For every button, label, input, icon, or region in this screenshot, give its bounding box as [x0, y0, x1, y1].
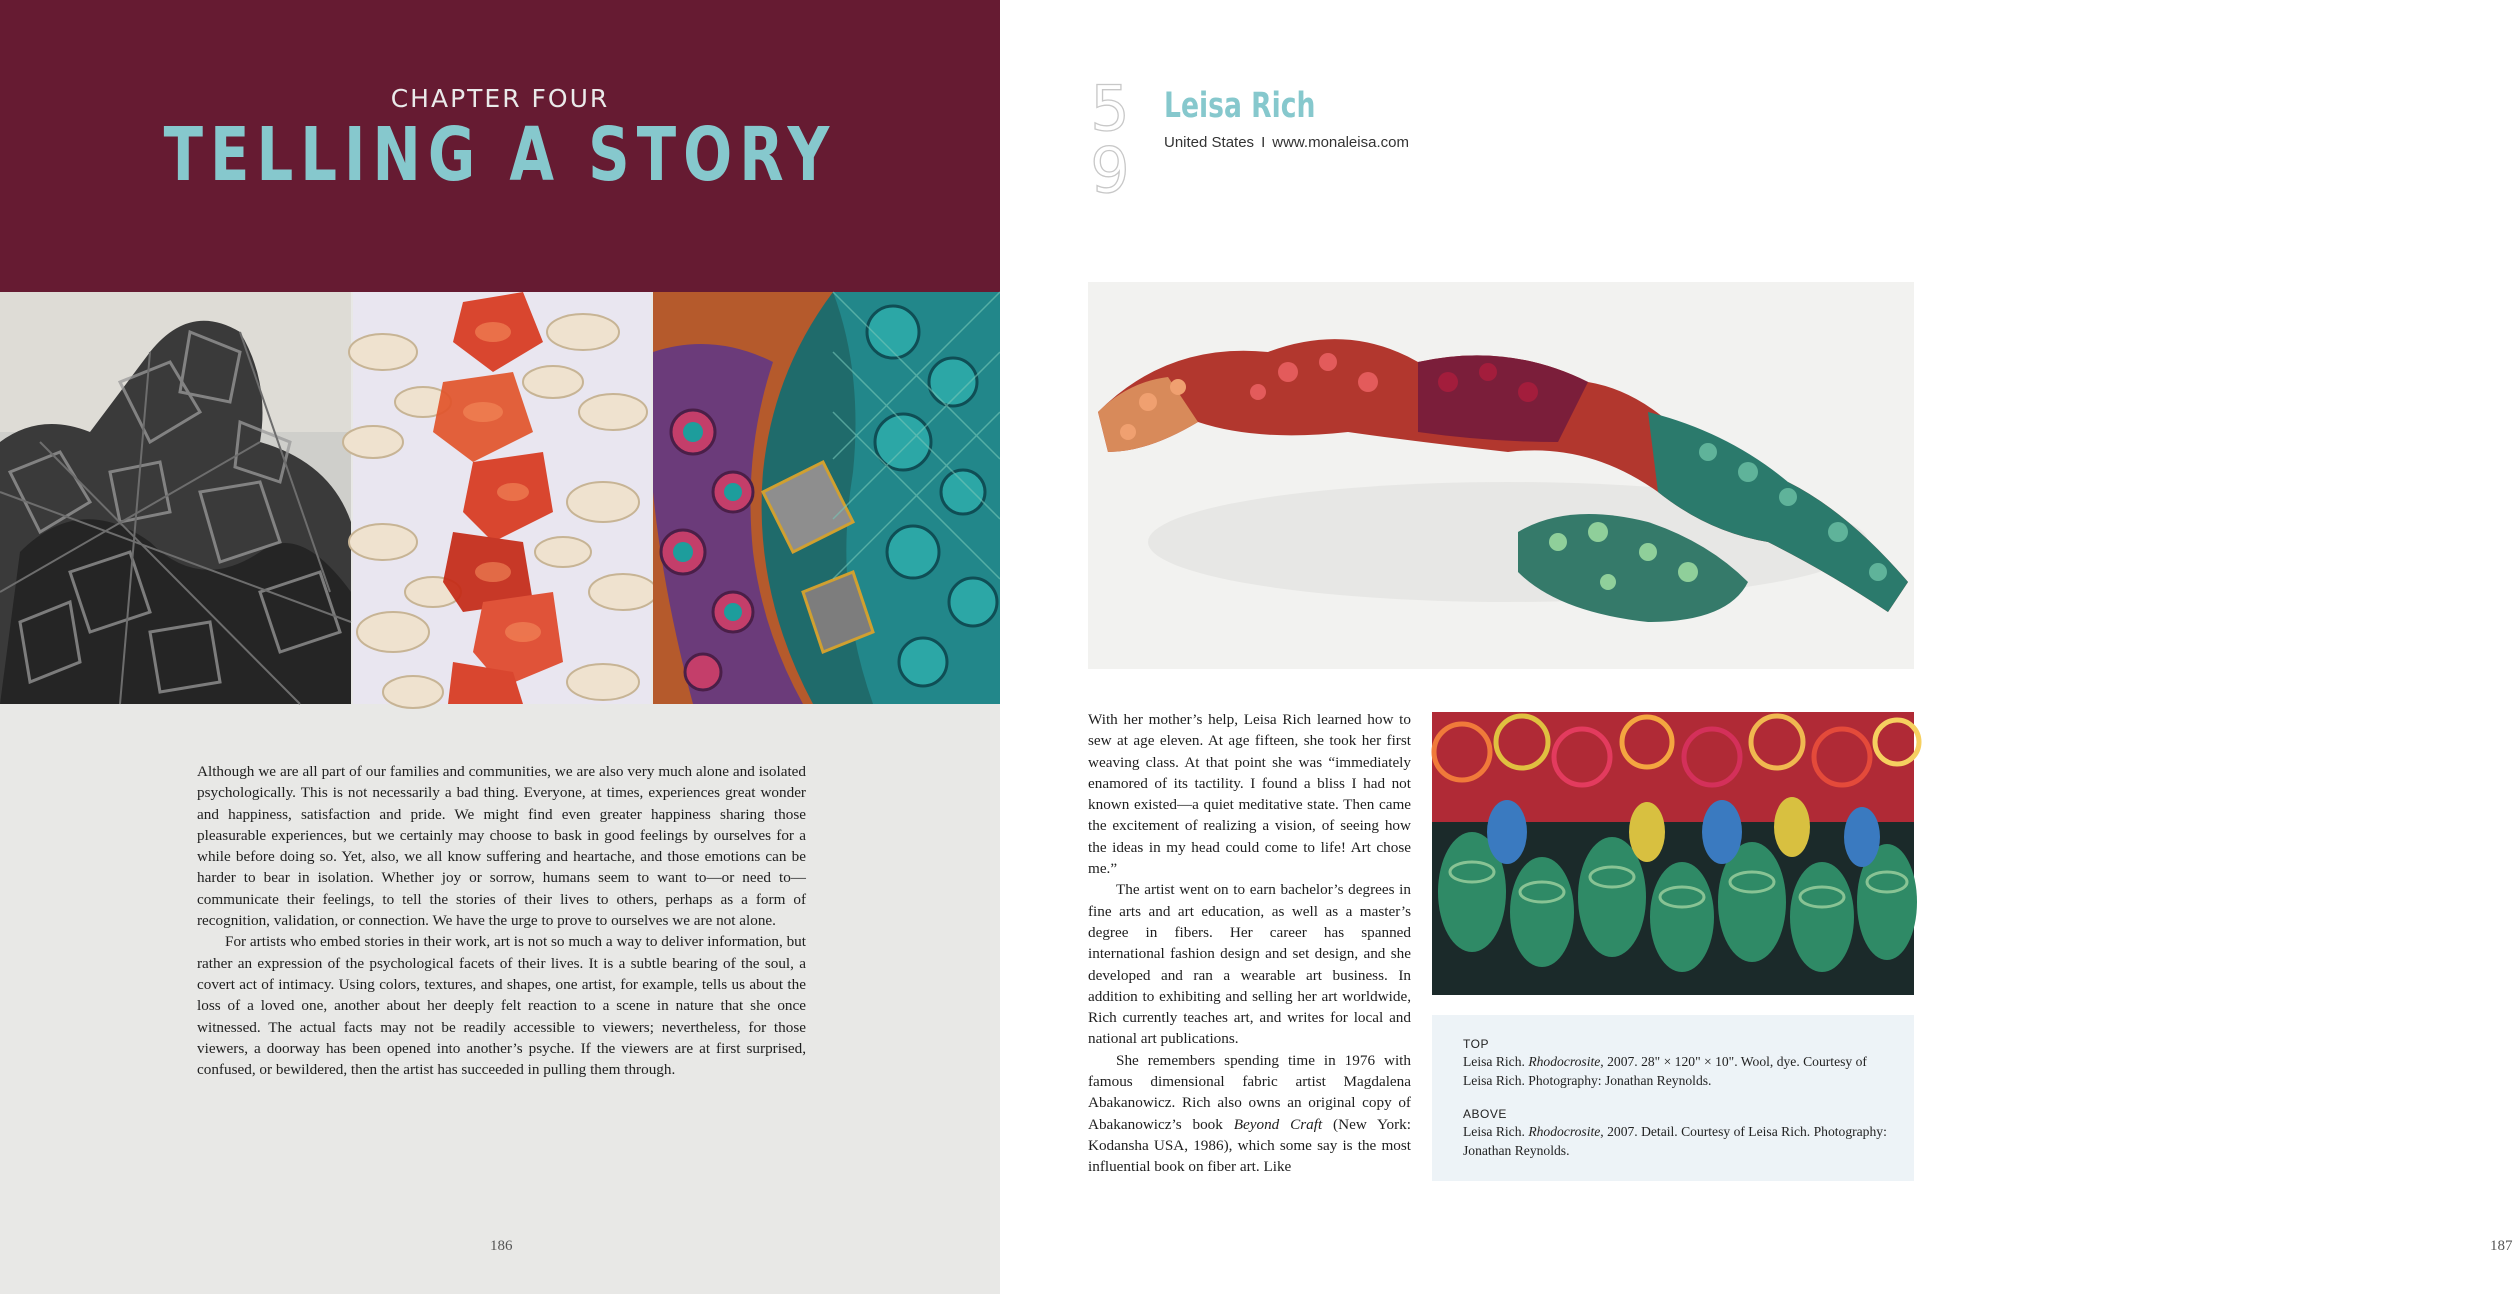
artist-number: 59	[1090, 72, 1130, 207]
bio-paragraph-1: With her mother’s help, Leisa Rich learned how to sew at age eleven. At age fifteen, she took her first weaving class. At that point she was “immediately enamored of its tactility. I found a bliss I had not known existed—a quiet meditative state. Then came the excitement of realizing a vision, of seeing how the ideas in my head could come to life! Art chose me.”	[1088, 711, 1411, 878]
page-number-left: 186	[490, 1238, 513, 1254]
caption-above-work: Rhodocrosite	[1528, 1124, 1601, 1139]
caption-top	[1463, 1037, 1890, 1090]
caption-above-artist: Leisa Rich.	[1463, 1124, 1529, 1139]
embroidered-textile-photo	[653, 292, 1000, 704]
caption-box	[1432, 1015, 1914, 1181]
bio-paragraph-3-end: (New York: Kodansha USA, 1986), which some say is the most influential book on fiber art. Like	[1088, 1115, 1411, 1176]
caption-above-details: , 2007. Detail. Courtesy of Leisa Rich. Photography: Jonathan Reynolds.	[1463, 1124, 1887, 1158]
chapter-intro-text	[197, 761, 806, 1080]
artist-name: Leisa Rich	[1164, 86, 1316, 126]
caption-above-heading: ABOVE	[1463, 1107, 1507, 1121]
caption-top-heading: TOP	[1463, 1037, 1489, 1051]
caption-above-text	[1463, 1123, 1890, 1160]
page-number-right: 187	[2490, 1238, 2513, 1254]
left-page	[0, 0, 1000, 1294]
artist-meta	[1164, 134, 1409, 151]
rhodocrosite-detail-photo	[1432, 712, 1914, 995]
rhodocrosite-full-photo	[1088, 282, 1914, 669]
meta-separator: I	[1261, 134, 1266, 151]
caption-top-text	[1463, 1053, 1890, 1090]
caption-top-details: , 2007. 28" × 120" × 10". Wool, dye. Courtesy of Leisa Rich. Photography: Jonathan Reynolds.	[1463, 1054, 1867, 1088]
bio-paragraph-2: The artist went on to earn bachelor’s degrees in fine arts and art education, as well as a master’s degree in fibers. Her career has spanned international fashion design and set design, and she developed and ran a wearable art business. In addition to exhibiting and selling her art worldwide, Rich currently teaches art, and writes for local and national art publications.	[1088, 881, 1411, 1048]
metal-lattice-sculpture-photo	[0, 292, 351, 704]
artist-country: United States	[1164, 134, 1255, 151]
artist-website[interactable]: www.monaleisa.com	[1272, 134, 1409, 151]
intro-paragraph-1: Although we are all part of our families and communities, we are also very much alone and isolated psychologically. This is not necessarily a bad thing. Everyone, at times, experiences great wonder and happiness, satisfaction and pride. We might find even greater happiness sharing those pleasurable experiences, but we certainly may choose to bask in good feelings by ourselves for a while before doing so. Yet, also, we all know suffering and heartache, and those emotions can be harder to bear in isolation. Whether joy or sorrow, humans seem to want to—or need to—communicate their feelings, to tell the stories of their lives to others, perhaps as a form of recognition, validation, or connection. We have the urge to prove to ourselves we are not alone.	[197, 763, 806, 930]
bio-paragraph-3-start: She remembers spending time in 1976 with famous dimensional fabric artist Magdalena Abakanowicz. Rich also owns an original copy of Abakanowicz’s book	[1088, 1051, 1411, 1133]
artist-bio-text	[1088, 709, 1411, 1178]
bio-paragraph-3	[1088, 1050, 1411, 1178]
chapter-photo-strip	[0, 292, 1000, 704]
shells-and-red-glass-photo	[353, 292, 651, 704]
caption-top-artist: Leisa Rich.	[1463, 1054, 1529, 1069]
intro-paragraph-2: For artists who embed stories in their work, art is not so much a way to deliver information, but rather an expression of the psychological facets of their lives. It is a subtle bearing of the soul, a covert act of intimacy. Using colors, textures, and shapes, one artist, for example, tells us about the loss of a loved one, another about her deeply felt reaction to a scene in nature that she once witnessed. The actual facts may not be readily accessible to viewers; nevertheless, for those viewers, a doorway has been opened into another’s psyche. If the viewers are at first surprised, confused, or bewildered, then the artist has succeeded in pulling them through.	[197, 933, 806, 1079]
chapter-label: CHAPTER FOUR	[390, 84, 610, 113]
right-page	[1000, 0, 2513, 1294]
chapter-title: TELLING A STORY	[163, 112, 837, 198]
chapter-banner	[0, 0, 1000, 292]
caption-above	[1463, 1107, 1890, 1160]
caption-top-work: Rhodocrosite	[1528, 1054, 1601, 1069]
book-title: Beyond Craft	[1233, 1115, 1323, 1133]
